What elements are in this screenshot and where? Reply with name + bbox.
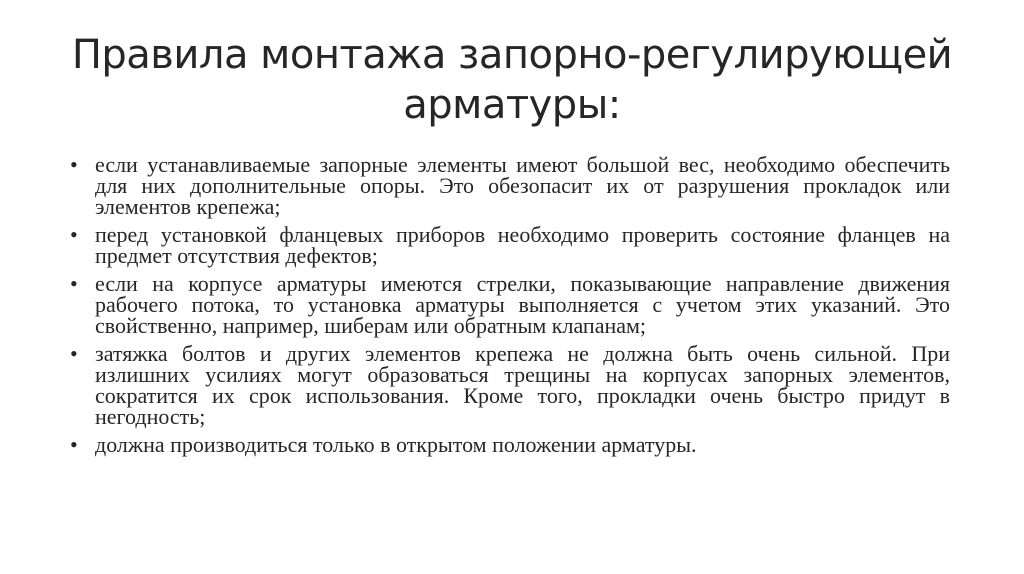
bullet-text: затяжка болтов и других элементов крепежа не должна быть очень сильной. При излишних усилиях могут образоваться трещины на корпусах запорных элементов, сократится их срок использования. Кроме того, прокладки очень быстро придут в негодность; — [95, 341, 950, 429]
bullet-text: если устанавливаемые запорные элементы имеют большой вес, необходимо обеспечить для них дополнительные опоры. Это обезопасит их от разрушения прокладок или элементов крепежа; — [95, 152, 950, 219]
bullet-text: если на корпусе арматуры имеются стрелки, показывающие направление движения рабочего потока, то установка арматуры выполняется с учетом этих указаний. Это свойственно, например, шиберам или обратным клапанам; — [95, 271, 950, 338]
bullet-icon: • — [70, 152, 78, 177]
bullet-list — [70, 154, 950, 462]
bullet-icon: • — [70, 222, 78, 247]
bullet-item — [70, 434, 950, 455]
bullet-text: должна производиться только в открытом положении арматуры. — [95, 432, 697, 457]
bullet-item — [70, 224, 950, 266]
bullet-text: перед установкой фланцевых приборов необходимо проверить состояние фланцев на предмет отсутствия дефектов; — [95, 222, 950, 268]
bullet-icon: • — [70, 341, 78, 366]
bullet-item — [70, 273, 950, 336]
bullet-icon: • — [70, 432, 78, 457]
slide-title: Правила монтажа запорно-регулирующей арматуры: — [71, 32, 953, 128]
bullet-icon: • — [70, 271, 78, 296]
bullet-item — [70, 154, 950, 217]
bullet-item — [70, 343, 950, 427]
